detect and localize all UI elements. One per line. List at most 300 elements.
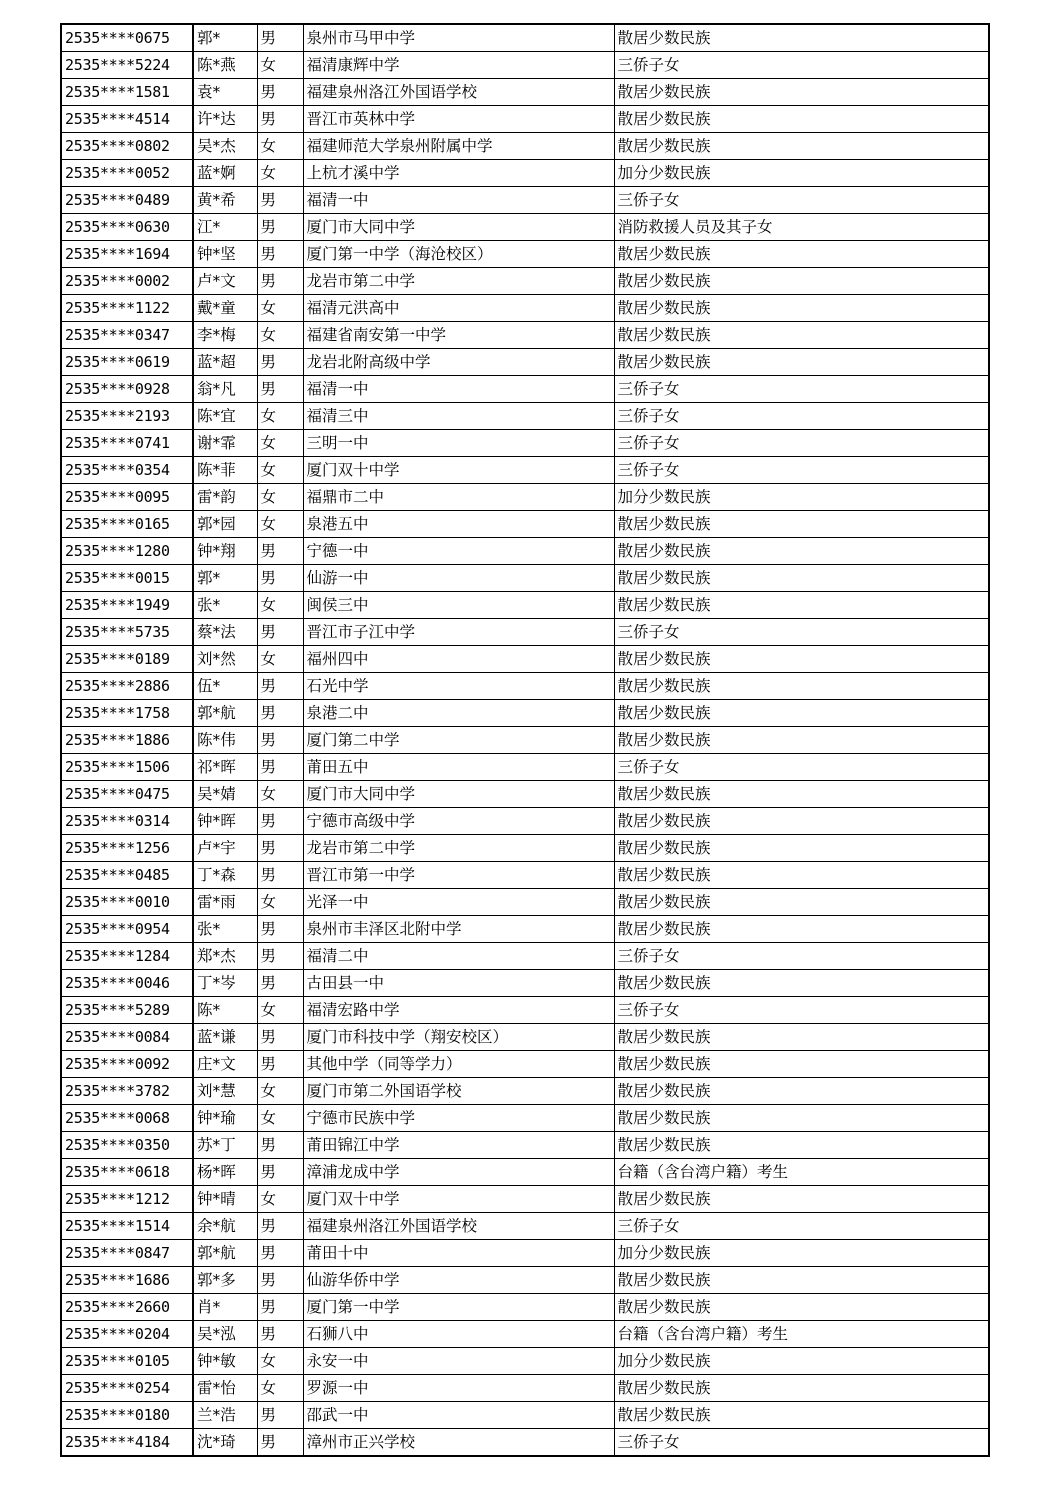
school-cell: 福清二中: [303, 943, 614, 970]
exam-id-cell: 2535****1122: [61, 295, 193, 322]
exam-id-cell: 2535****0002: [61, 268, 193, 295]
gender-cell: 男: [257, 808, 303, 835]
table-row: [61, 1159, 989, 1186]
name-cell: 杨*晖: [193, 1159, 257, 1186]
school-cell: 晋江市子江中学: [303, 619, 614, 646]
school-cell: 福清元洪高中: [303, 295, 614, 322]
category-cell: 散居少数民族: [614, 646, 989, 673]
school-cell: 龙岩市第二中学: [303, 268, 614, 295]
name-cell: 陈*伟: [193, 727, 257, 754]
exam-id-cell: 2535****0105: [61, 1348, 193, 1375]
gender-cell: 女: [257, 1186, 303, 1213]
exam-id-cell: 2535****1949: [61, 592, 193, 619]
school-cell: 厦门第一中学: [303, 1294, 614, 1321]
category-cell: 散居少数民族: [614, 1267, 989, 1294]
category-cell: 散居少数民族: [614, 511, 989, 538]
gender-cell: 男: [257, 79, 303, 106]
school-cell: 晋江市第一中学: [303, 862, 614, 889]
category-cell: 加分少数民族: [614, 484, 989, 511]
table-row: [61, 916, 989, 943]
name-cell: 苏*丁: [193, 1132, 257, 1159]
exam-id-cell: 2535****1886: [61, 727, 193, 754]
exam-id-cell: 2535****0928: [61, 376, 193, 403]
name-cell: 吴*婧: [193, 781, 257, 808]
table-row: [61, 214, 989, 241]
category-cell: 台籍（含台湾户籍）考生: [614, 1321, 989, 1348]
name-cell: 翁*凡: [193, 376, 257, 403]
table-row: [61, 1105, 989, 1132]
name-cell: 郭*: [193, 24, 257, 52]
exam-id-cell: 2535****1506: [61, 754, 193, 781]
name-cell: 江*: [193, 214, 257, 241]
exam-id-cell: 2535****1694: [61, 241, 193, 268]
category-cell: 散居少数民族: [614, 24, 989, 52]
category-cell: 散居少数民族: [614, 1132, 989, 1159]
gender-cell: 男: [257, 862, 303, 889]
name-cell: 陈*宜: [193, 403, 257, 430]
gender-cell: 男: [257, 376, 303, 403]
category-cell: 散居少数民族: [614, 133, 989, 160]
table-row: [61, 997, 989, 1024]
category-cell: 三侨子女: [614, 1429, 989, 1457]
candidate-table: [60, 23, 990, 1457]
category-cell: 散居少数民族: [614, 916, 989, 943]
exam-id-cell: 2535****0475: [61, 781, 193, 808]
school-cell: 厦门市科技中学（翔安校区）: [303, 1024, 614, 1051]
school-cell: 石光中学: [303, 673, 614, 700]
exam-id-cell: 2535****0046: [61, 970, 193, 997]
category-cell: 三侨子女: [614, 52, 989, 79]
gender-cell: 男: [257, 835, 303, 862]
name-cell: 卢*文: [193, 268, 257, 295]
category-cell: 加分少数民族: [614, 1240, 989, 1267]
table-row: [61, 592, 989, 619]
gender-cell: 男: [257, 1213, 303, 1240]
exam-id-cell: 2535****0489: [61, 187, 193, 214]
table-row: [61, 1375, 989, 1402]
gender-cell: 男: [257, 187, 303, 214]
table-row: [61, 187, 989, 214]
name-cell: 钟*晴: [193, 1186, 257, 1213]
table-row: [61, 295, 989, 322]
school-cell: 莆田锦江中学: [303, 1132, 614, 1159]
gender-cell: 男: [257, 1159, 303, 1186]
exam-id-cell: 2535****0618: [61, 1159, 193, 1186]
category-cell: 三侨子女: [614, 403, 989, 430]
school-cell: 宁德市高级中学: [303, 808, 614, 835]
category-cell: 散居少数民族: [614, 1105, 989, 1132]
school-cell: 宁德一中: [303, 538, 614, 565]
name-cell: 余*航: [193, 1213, 257, 1240]
school-cell: 泉州市马甲中学: [303, 24, 614, 52]
name-cell: 陈*菲: [193, 457, 257, 484]
category-cell: 散居少数民族: [614, 322, 989, 349]
exam-id-cell: 2535****0204: [61, 1321, 193, 1348]
exam-id-cell: 2535****0189: [61, 646, 193, 673]
name-cell: 蓝*谦: [193, 1024, 257, 1051]
category-cell: 散居少数民族: [614, 1402, 989, 1429]
exam-id-cell: 2535****0165: [61, 511, 193, 538]
school-cell: 厦门第二中学: [303, 727, 614, 754]
name-cell: 谢*霏: [193, 430, 257, 457]
school-cell: 福鼎市二中: [303, 484, 614, 511]
school-cell: 光泽一中: [303, 889, 614, 916]
category-cell: 散居少数民族: [614, 1375, 989, 1402]
gender-cell: 男: [257, 349, 303, 376]
name-cell: 黄*希: [193, 187, 257, 214]
gender-cell: 女: [257, 1375, 303, 1402]
table-row: [61, 1429, 989, 1457]
table-row: [61, 457, 989, 484]
category-cell: 散居少数民族: [614, 889, 989, 916]
gender-cell: 男: [257, 700, 303, 727]
gender-cell: 男: [257, 24, 303, 52]
school-cell: 其他中学（同等学力）: [303, 1051, 614, 1078]
school-cell: 福建泉州洛江外国语学校: [303, 1213, 614, 1240]
school-cell: 福清一中: [303, 376, 614, 403]
category-cell: 三侨子女: [614, 187, 989, 214]
table-row: [61, 511, 989, 538]
category-cell: 散居少数民族: [614, 79, 989, 106]
gender-cell: 女: [257, 889, 303, 916]
name-cell: 祁*晖: [193, 754, 257, 781]
exam-id-cell: 2535****0068: [61, 1105, 193, 1132]
gender-cell: 男: [257, 214, 303, 241]
school-cell: 漳浦龙成中学: [303, 1159, 614, 1186]
exam-id-cell: 2535****0741: [61, 430, 193, 457]
gender-cell: 女: [257, 160, 303, 187]
table-row: [61, 538, 989, 565]
exam-id-cell: 2535****0675: [61, 24, 193, 52]
exam-id-cell: 2535****3782: [61, 1078, 193, 1105]
table-row: [61, 1186, 989, 1213]
table-row: [61, 619, 989, 646]
category-cell: 三侨子女: [614, 430, 989, 457]
name-cell: 郑*杰: [193, 943, 257, 970]
school-cell: 厦门市大同中学: [303, 214, 614, 241]
gender-cell: 男: [257, 1051, 303, 1078]
gender-cell: 男: [257, 1267, 303, 1294]
gender-cell: 女: [257, 322, 303, 349]
gender-cell: 男: [257, 1132, 303, 1159]
category-cell: 三侨子女: [614, 997, 989, 1024]
category-cell: 散居少数民族: [614, 808, 989, 835]
name-cell: 郭*: [193, 565, 257, 592]
name-cell: 钟*瑜: [193, 1105, 257, 1132]
gender-cell: 女: [257, 781, 303, 808]
table-row: [61, 646, 989, 673]
table-row: [61, 1294, 989, 1321]
gender-cell: 女: [257, 484, 303, 511]
school-cell: 莆田十中: [303, 1240, 614, 1267]
category-cell: 散居少数民族: [614, 1051, 989, 1078]
category-cell: 散居少数民族: [614, 700, 989, 727]
school-cell: 厦门市大同中学: [303, 781, 614, 808]
school-cell: 闽侯三中: [303, 592, 614, 619]
exam-id-cell: 2535****0052: [61, 160, 193, 187]
name-cell: 吴*杰: [193, 133, 257, 160]
exam-id-cell: 2535****1514: [61, 1213, 193, 1240]
gender-cell: 女: [257, 511, 303, 538]
category-cell: 散居少数民族: [614, 862, 989, 889]
category-cell: 台籍（含台湾户籍）考生: [614, 1159, 989, 1186]
category-cell: 散居少数民族: [614, 241, 989, 268]
category-cell: 消防救援人员及其子女: [614, 214, 989, 241]
name-cell: 庄*文: [193, 1051, 257, 1078]
gender-cell: 女: [257, 52, 303, 79]
school-cell: 福清一中: [303, 187, 614, 214]
name-cell: 刘*然: [193, 646, 257, 673]
school-cell: 厦门市第二外国语学校: [303, 1078, 614, 1105]
exam-id-cell: 2535****0084: [61, 1024, 193, 1051]
category-cell: 散居少数民族: [614, 349, 989, 376]
name-cell: 雷*韵: [193, 484, 257, 511]
name-cell: 钟*翔: [193, 538, 257, 565]
exam-id-cell: 2535****1280: [61, 538, 193, 565]
exam-id-cell: 2535****0092: [61, 1051, 193, 1078]
school-cell: 龙岩北附高级中学: [303, 349, 614, 376]
school-cell: 泉港五中: [303, 511, 614, 538]
school-cell: 邵武一中: [303, 1402, 614, 1429]
table-row: [61, 835, 989, 862]
exam-id-cell: 2535****0015: [61, 565, 193, 592]
table-row: [61, 1051, 989, 1078]
name-cell: 钟*坚: [193, 241, 257, 268]
school-cell: 漳州市正兴学校: [303, 1429, 614, 1457]
exam-id-cell: 2535****0347: [61, 322, 193, 349]
name-cell: 刘*慧: [193, 1078, 257, 1105]
name-cell: 蓝*婀: [193, 160, 257, 187]
category-cell: 加分少数民族: [614, 1348, 989, 1375]
gender-cell: 女: [257, 457, 303, 484]
exam-id-cell: 2535****1212: [61, 1186, 193, 1213]
name-cell: 丁*岑: [193, 970, 257, 997]
exam-id-cell: 2535****0010: [61, 889, 193, 916]
exam-id-cell: 2535****5289: [61, 997, 193, 1024]
gender-cell: 男: [257, 916, 303, 943]
exam-id-cell: 2535****0802: [61, 133, 193, 160]
table-row: [61, 862, 989, 889]
table-row: [61, 322, 989, 349]
table-row: [61, 133, 989, 160]
gender-cell: 男: [257, 538, 303, 565]
exam-id-cell: 2535****5224: [61, 52, 193, 79]
gender-cell: 男: [257, 943, 303, 970]
exam-id-cell: 2535****1686: [61, 1267, 193, 1294]
category-cell: 三侨子女: [614, 754, 989, 781]
school-cell: 福清宏路中学: [303, 997, 614, 1024]
gender-cell: 男: [257, 1402, 303, 1429]
name-cell: 张*: [193, 592, 257, 619]
gender-cell: 男: [257, 754, 303, 781]
gender-cell: 男: [257, 1429, 303, 1457]
table-row: [61, 376, 989, 403]
gender-cell: 女: [257, 403, 303, 430]
gender-cell: 女: [257, 592, 303, 619]
school-cell: 泉州市丰泽区北附中学: [303, 916, 614, 943]
category-cell: 散居少数民族: [614, 781, 989, 808]
exam-id-cell: 2535****0354: [61, 457, 193, 484]
exam-id-cell: 2535****0630: [61, 214, 193, 241]
table-row: [61, 673, 989, 700]
name-cell: 雷*怡: [193, 1375, 257, 1402]
name-cell: 陈*: [193, 997, 257, 1024]
category-cell: 三侨子女: [614, 376, 989, 403]
name-cell: 蓝*超: [193, 349, 257, 376]
category-cell: 散居少数民族: [614, 268, 989, 295]
school-cell: 石狮八中: [303, 1321, 614, 1348]
name-cell: 郭*航: [193, 1240, 257, 1267]
exam-id-cell: 2535****4184: [61, 1429, 193, 1457]
name-cell: 郭*多: [193, 1267, 257, 1294]
table-row: [61, 808, 989, 835]
table-row: [61, 268, 989, 295]
category-cell: 加分少数民族: [614, 160, 989, 187]
category-cell: 三侨子女: [614, 619, 989, 646]
name-cell: 蔡*法: [193, 619, 257, 646]
gender-cell: 女: [257, 1105, 303, 1132]
category-cell: 散居少数民族: [614, 106, 989, 133]
table-row: [61, 1240, 989, 1267]
category-cell: 散居少数民族: [614, 1186, 989, 1213]
category-cell: 三侨子女: [614, 457, 989, 484]
table-row: [61, 889, 989, 916]
gender-cell: 女: [257, 295, 303, 322]
gender-cell: 男: [257, 727, 303, 754]
school-cell: 晋江市英林中学: [303, 106, 614, 133]
school-cell: 福建省南安第一中学: [303, 322, 614, 349]
school-cell: 三明一中: [303, 430, 614, 457]
school-cell: 福清康辉中学: [303, 52, 614, 79]
gender-cell: 男: [257, 619, 303, 646]
table-row: [61, 1348, 989, 1375]
name-cell: 雷*雨: [193, 889, 257, 916]
category-cell: 三侨子女: [614, 943, 989, 970]
table-body: [61, 24, 989, 1456]
table-row: [61, 403, 989, 430]
table-row: [61, 24, 989, 52]
exam-id-cell: 2535****1284: [61, 943, 193, 970]
name-cell: 张*: [193, 916, 257, 943]
school-cell: 龙岩市第二中学: [303, 835, 614, 862]
school-cell: 罗源一中: [303, 1375, 614, 1402]
category-cell: 散居少数民族: [614, 565, 989, 592]
gender-cell: 男: [257, 1321, 303, 1348]
name-cell: 沈*琦: [193, 1429, 257, 1457]
category-cell: 散居少数民族: [614, 538, 989, 565]
category-cell: 散居少数民族: [614, 1078, 989, 1105]
exam-id-cell: 2535****1758: [61, 700, 193, 727]
table-row: [61, 1024, 989, 1051]
category-cell: 散居少数民族: [614, 295, 989, 322]
table-row: [61, 1078, 989, 1105]
exam-id-cell: 2535****2886: [61, 673, 193, 700]
exam-id-cell: 2535****2660: [61, 1294, 193, 1321]
school-cell: 福建泉州洛江外国语学校: [303, 79, 614, 106]
category-cell: 散居少数民族: [614, 970, 989, 997]
table-row: [61, 943, 989, 970]
name-cell: 陈*燕: [193, 52, 257, 79]
gender-cell: 男: [257, 970, 303, 997]
category-cell: 散居少数民族: [614, 835, 989, 862]
table-row: [61, 241, 989, 268]
exam-id-cell: 2535****0485: [61, 862, 193, 889]
gender-cell: 男: [257, 1240, 303, 1267]
name-cell: 吴*泓: [193, 1321, 257, 1348]
name-cell: 钟*敏: [193, 1348, 257, 1375]
school-cell: 莆田五中: [303, 754, 614, 781]
table-row: [61, 565, 989, 592]
gender-cell: 男: [257, 268, 303, 295]
school-cell: 仙游华侨中学: [303, 1267, 614, 1294]
name-cell: 郭*园: [193, 511, 257, 538]
school-cell: 福清三中: [303, 403, 614, 430]
gender-cell: 男: [257, 1294, 303, 1321]
gender-cell: 男: [257, 1024, 303, 1051]
school-cell: 厦门双十中学: [303, 1186, 614, 1213]
name-cell: 许*达: [193, 106, 257, 133]
school-cell: 古田县一中: [303, 970, 614, 997]
table-row: [61, 430, 989, 457]
exam-id-cell: 2535****5735: [61, 619, 193, 646]
name-cell: 戴*童: [193, 295, 257, 322]
name-cell: 丁*森: [193, 862, 257, 889]
table-row: [61, 781, 989, 808]
table-row: [61, 52, 989, 79]
name-cell: 袁*: [193, 79, 257, 106]
gender-cell: 女: [257, 997, 303, 1024]
gender-cell: 女: [257, 430, 303, 457]
table-row: [61, 1132, 989, 1159]
category-cell: 散居少数民族: [614, 673, 989, 700]
exam-id-cell: 2535****0350: [61, 1132, 193, 1159]
exam-id-cell: 2535****0180: [61, 1402, 193, 1429]
school-cell: 宁德市民族中学: [303, 1105, 614, 1132]
category-cell: 散居少数民族: [614, 727, 989, 754]
gender-cell: 男: [257, 673, 303, 700]
table-row: [61, 727, 989, 754]
school-cell: 永安一中: [303, 1348, 614, 1375]
table-row: [61, 1321, 989, 1348]
table-row: [61, 970, 989, 997]
category-cell: 三侨子女: [614, 1213, 989, 1240]
table-row: [61, 160, 989, 187]
table-row: [61, 1267, 989, 1294]
category-cell: 散居少数民族: [614, 1024, 989, 1051]
gender-cell: 女: [257, 646, 303, 673]
exam-id-cell: 2535****0847: [61, 1240, 193, 1267]
school-cell: 厦门双十中学: [303, 457, 614, 484]
category-cell: 散居少数民族: [614, 1294, 989, 1321]
table-row: [61, 1213, 989, 1240]
name-cell: 李*梅: [193, 322, 257, 349]
gender-cell: 女: [257, 1348, 303, 1375]
name-cell: 郭*航: [193, 700, 257, 727]
table-row: [61, 349, 989, 376]
school-cell: 福州四中: [303, 646, 614, 673]
name-cell: 卢*宇: [193, 835, 257, 862]
table-row: [61, 484, 989, 511]
category-cell: 散居少数民族: [614, 592, 989, 619]
table-row: [61, 79, 989, 106]
gender-cell: 男: [257, 106, 303, 133]
exam-id-cell: 2535****0095: [61, 484, 193, 511]
exam-id-cell: 2535****1581: [61, 79, 193, 106]
name-cell: 钟*晖: [193, 808, 257, 835]
school-cell: 仙游一中: [303, 565, 614, 592]
school-cell: 泉港二中: [303, 700, 614, 727]
exam-id-cell: 2535****0954: [61, 916, 193, 943]
